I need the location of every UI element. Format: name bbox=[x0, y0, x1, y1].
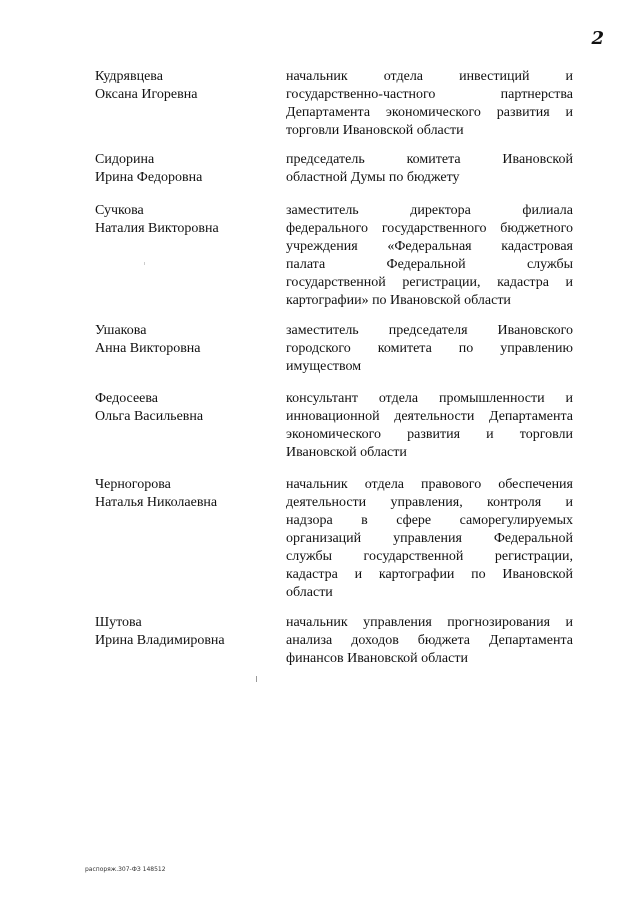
position-line: анализа доходов бюджета Департамента bbox=[286, 633, 573, 648]
member-name bbox=[95, 476, 275, 512]
position-line: начальник управления прогнозирования и bbox=[286, 615, 573, 630]
member-surname: Шутова bbox=[95, 615, 142, 630]
position-line: консультант отдела промышленности и bbox=[286, 391, 573, 406]
position-line: заместитель директора филиала bbox=[286, 203, 573, 218]
position-line: государственно-частного партнерства bbox=[286, 87, 573, 102]
position-line: Департамента экономического развития и bbox=[286, 105, 573, 120]
member-position bbox=[286, 151, 573, 187]
position-line: деятельности управления, контроля и bbox=[286, 495, 573, 510]
member-position bbox=[286, 68, 573, 140]
member-position bbox=[286, 202, 573, 310]
position-line: заместитель председателя Ивановского bbox=[286, 323, 573, 338]
member-given-name: Ирина Федоровна bbox=[95, 170, 203, 185]
member-given-name: Наталья Николаевна bbox=[95, 495, 218, 510]
member-surname: Кудрявцева bbox=[95, 69, 163, 84]
position-line: имуществом bbox=[286, 359, 362, 374]
member-name bbox=[95, 202, 275, 238]
position-line: городского комитета по управлению bbox=[286, 341, 573, 356]
position-line: областной Думы по бюджету bbox=[286, 170, 460, 185]
member-name bbox=[95, 322, 275, 358]
member-given-name: Ирина Владимировна bbox=[95, 633, 225, 648]
position-line: учреждения «Федеральная кадастровая bbox=[286, 239, 573, 254]
scan-speck bbox=[256, 676, 257, 682]
page-number: 2 bbox=[591, 28, 604, 49]
member-name bbox=[95, 68, 275, 104]
position-line: службы государственной регистрации, bbox=[286, 549, 573, 564]
position-line: инновационной деятельности Департамента bbox=[286, 409, 573, 424]
member-surname: Федосеева bbox=[95, 391, 159, 406]
member-given-name: Ольга Васильевна bbox=[95, 409, 204, 424]
position-line: начальник отдела инвестиций и bbox=[286, 69, 573, 84]
position-line: федерального государственного бюджетного bbox=[286, 221, 573, 236]
position-line: Ивановской области bbox=[286, 445, 407, 460]
member-given-name: Оксана Игоревна bbox=[95, 87, 198, 102]
position-line: области bbox=[286, 585, 333, 600]
position-line: финансов Ивановской области bbox=[286, 651, 468, 666]
member-given-name: Наталия Викторовна bbox=[95, 221, 219, 236]
member-name bbox=[95, 614, 275, 650]
position-line: надзора в сфере саморегулируемых bbox=[286, 513, 573, 528]
position-line: государственной регистрации, кадастра и bbox=[286, 275, 573, 290]
position-line: начальник отдела правового обеспечения bbox=[286, 477, 573, 492]
member-surname: Сучкова bbox=[95, 203, 144, 218]
member-given-name: Анна Викторовна bbox=[95, 341, 201, 356]
member-position bbox=[286, 476, 573, 602]
scan-speck bbox=[144, 262, 145, 265]
position-line: экономического развития и торговли bbox=[286, 427, 573, 442]
position-line: организаций управления Федеральной bbox=[286, 531, 573, 546]
position-line: картографии» по Ивановской области bbox=[286, 293, 511, 308]
member-surname: Сидорина bbox=[95, 152, 155, 167]
position-line: торговли Ивановской области bbox=[286, 123, 464, 138]
member-position bbox=[286, 614, 573, 668]
position-line: кадастра и картографии по Ивановской bbox=[286, 567, 573, 582]
member-name bbox=[95, 151, 275, 187]
member-position bbox=[286, 390, 573, 462]
member-surname: Черногорова bbox=[95, 477, 171, 492]
position-line: палата Федеральной службы bbox=[286, 257, 573, 272]
footer-document-code: распоряж.307-ФЗ 148512 bbox=[85, 866, 166, 873]
member-name bbox=[95, 390, 275, 426]
position-line: председатель комитета Ивановской bbox=[286, 152, 573, 167]
member-surname: Ушакова bbox=[95, 323, 147, 338]
member-position bbox=[286, 322, 573, 376]
